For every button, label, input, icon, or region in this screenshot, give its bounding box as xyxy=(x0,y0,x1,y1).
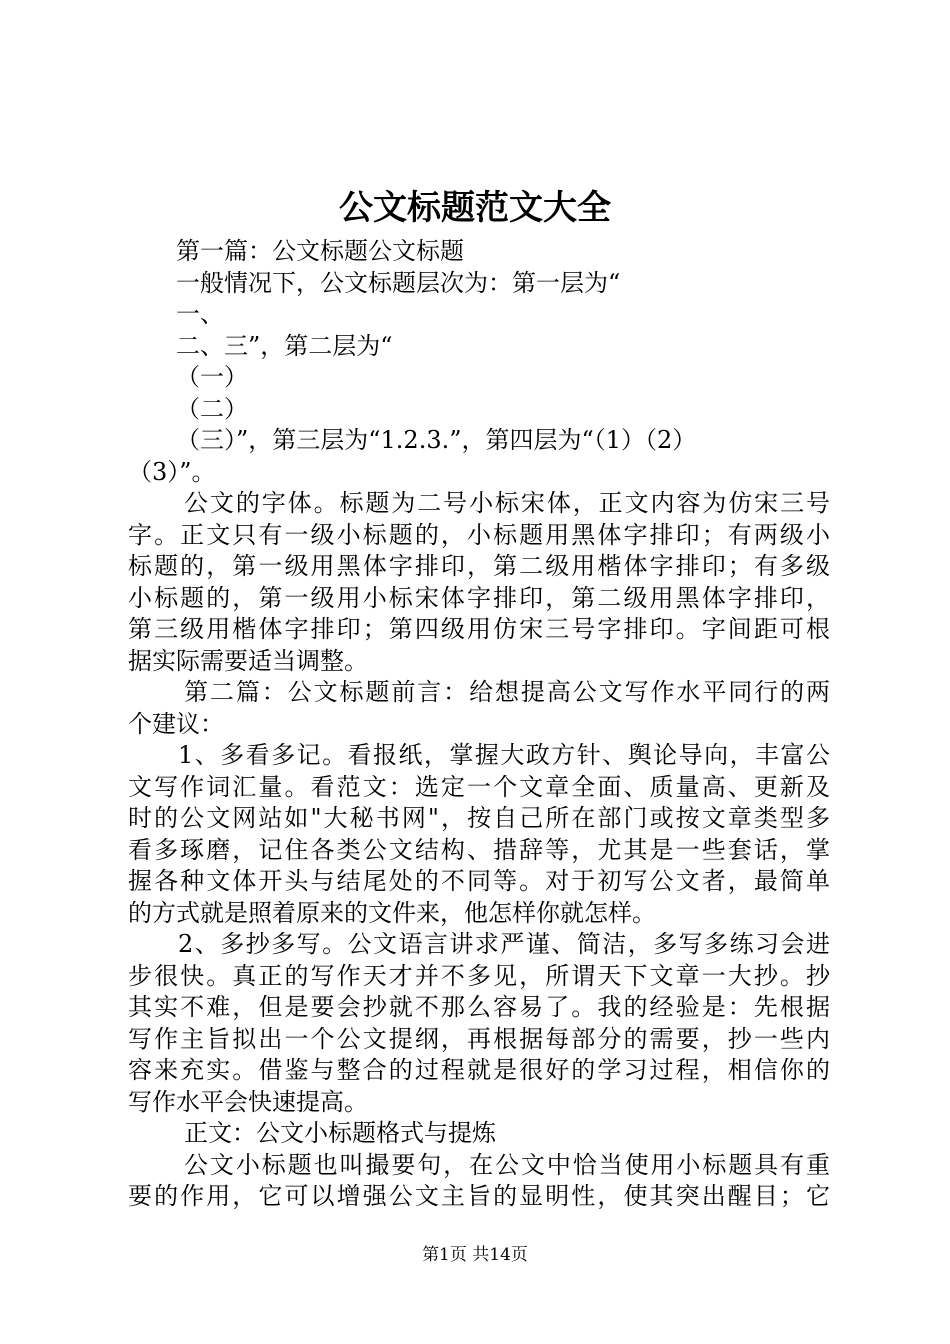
text-line: 二、三”，第二层为“ xyxy=(176,331,393,360)
text-line: 要的作用，它可以增强公文主旨的显明性，使其突出醒目；它 xyxy=(128,1182,830,1210)
text-line: 其实不难，但是要会抄就不那么容易了。我的经验是：先根据 xyxy=(128,993,830,1021)
text-line: 1、多看多记。看报纸，掌握大政方针、舆论导向，丰富公 xyxy=(178,741,830,769)
text-line-heading-1: 第一篇：公文标题公文标题 xyxy=(176,237,464,265)
text-line: 2、多抄多写。公文语言讲求严谨、简洁，多写多练习会进 xyxy=(178,930,830,958)
text-line: （二） xyxy=(176,394,248,423)
text-line: 字。正文只有一级小标题的，小标题用黑体字排印；有两级小 xyxy=(128,520,830,549)
page-title: 公文标题范文大全 xyxy=(339,188,611,228)
text-line: 公文小标题也叫撮要句，在公文中恰当使用小标题具有重 xyxy=(184,1150,830,1179)
text-line: 时的公文网站如"大秘书网"，按自己所在部门或按文章类型多 xyxy=(128,804,830,832)
text-line-heading-3: 正文：公文小标题格式与提炼 xyxy=(184,1119,496,1147)
text-line: 握各种文体开头与结尾处的不同等。对于初写公文者，最简单 xyxy=(128,867,830,895)
text-line: 步很快。真正的写作天才并不多见，所谓天下文章一大抄。抄 xyxy=(128,961,830,990)
text-line: 据实际需要适当调整。 xyxy=(128,646,368,675)
page-number: 第1页 共14页 xyxy=(422,1245,528,1265)
text-line: 看多琢磨，记住各类公文结构、措辞等，尤其是一些套话，掌 xyxy=(128,835,830,864)
text-line: 公文的字体。标题为二号小标宋体，正文内容为仿宋三号 xyxy=(184,489,830,517)
text-line-heading-2: 第二篇：公文标题前言：给想提高公文写作水平同行的两 xyxy=(184,678,830,706)
text-line: （三）”，第三层为“1.2.3.”，第四层为“（1）（2） xyxy=(176,426,697,454)
text-line: （3）”。 xyxy=(128,457,216,486)
text-line: 写作水平会快速提高。 xyxy=(128,1087,368,1116)
text-line: 一般情况下，公文标题层次为：第一层为“ xyxy=(176,268,621,297)
text-line: 的方式就是照着原来的文件来，他怎样你就怎样。 xyxy=(128,898,656,927)
text-line: 第三级用楷体字排印；第四级用仿宋三号字排印。字间距可根 xyxy=(128,615,830,643)
text-line: 一、 xyxy=(176,300,224,328)
text-line: （一） xyxy=(176,363,248,391)
text-line: 文写作词汇量。看范文：选定一个文章全面、质量高、更新及 xyxy=(128,772,830,801)
text-line: 写作主旨拟出一个公文提纲，再根据每部分的需要，抄一些内 xyxy=(128,1024,830,1053)
text-line: 小标题的，第一级用小标宋体字排印，第二级用黑体字排印， xyxy=(128,583,830,612)
text-line: 个建议： xyxy=(128,709,224,738)
document-body xyxy=(128,236,830,1213)
text-line: 容来充实。借鉴与整合的过程就是很好的学习过程，相信你的 xyxy=(128,1056,830,1084)
text-line: 标题的，第一级用黑体字排印，第二级用楷体字排印；有多级 xyxy=(128,552,830,580)
